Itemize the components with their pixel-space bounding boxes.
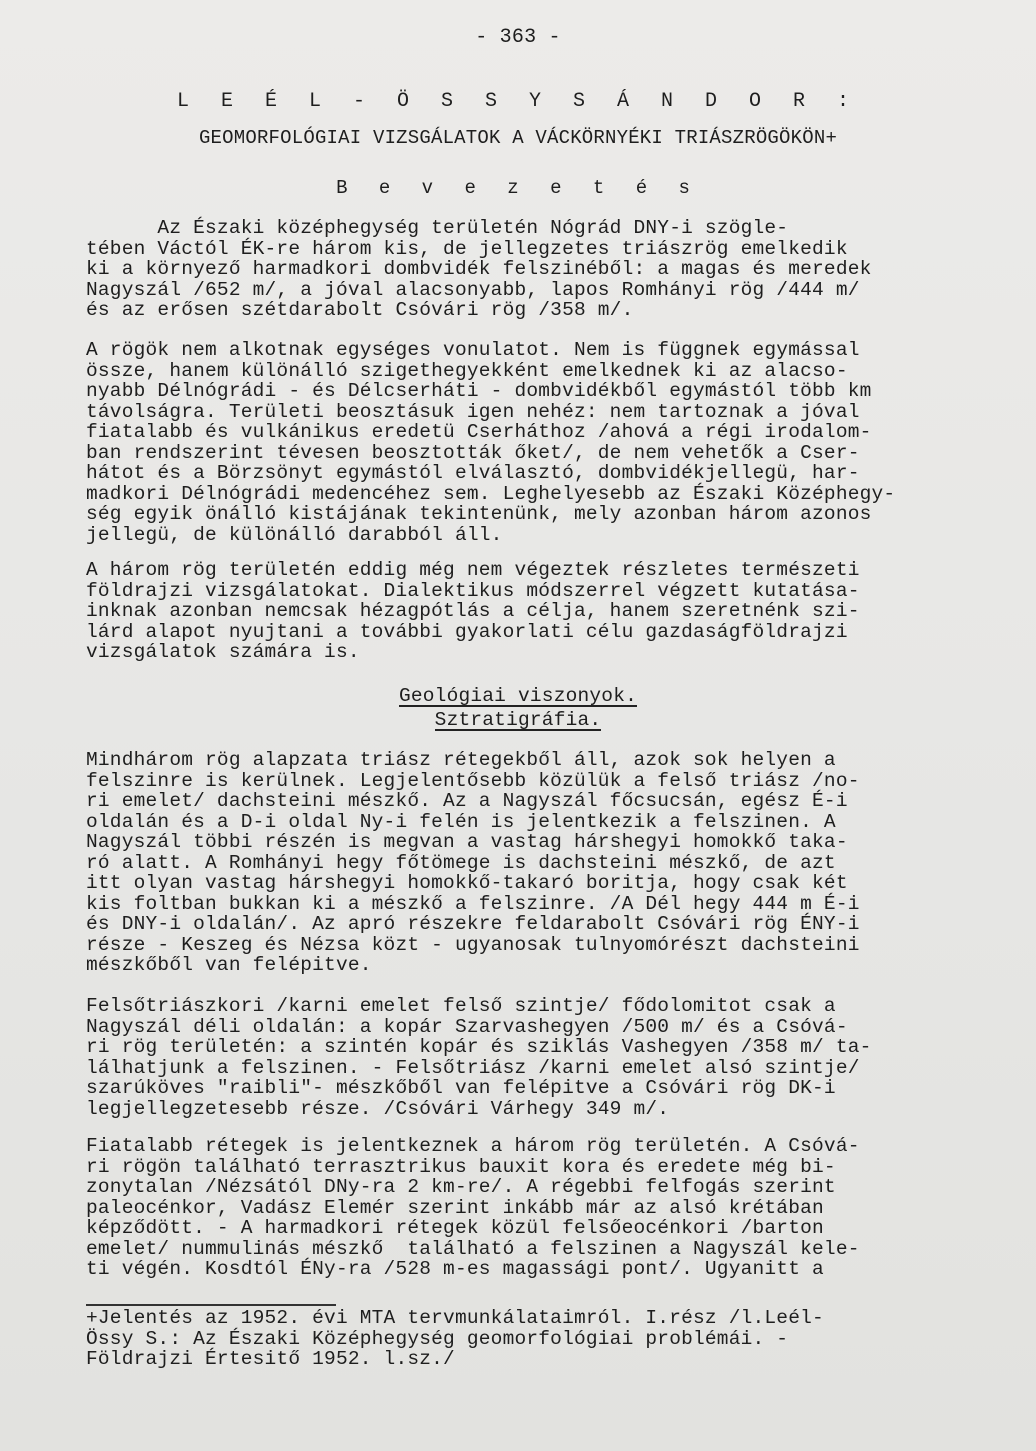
text-line: és DNY-i oldalán/. Az apró részekre feldarabolt Csóvári rög ÉNY-i (86, 913, 860, 935)
geology-paragraph-1 (86, 750, 966, 976)
article-title: GEOMORFOLÓGIAI VIZSGÁLATOK A VÁCKÖRNYÉKI TRIÁSZRÖGÖKÖN+ (198, 127, 838, 149)
text-line: paleocénkor, Vadász Elemér szerint inkább már az alsó krétában (86, 1196, 824, 1219)
text-line: ki a környező harmadkori dombvidék felszinéből: a magas és meredek (86, 258, 872, 280)
text-line: felszinre is kerülnek. Legjelentősebb közülük a felső triász /no- (86, 769, 860, 792)
text-line: emelet/ nummulinás mészkő található a felszinen a Nagyszál kele- (86, 1237, 860, 1260)
footnote-line: Földrajzi Értesitő 1952. l.sz./ (86, 1348, 455, 1370)
text-line: itt olyan vastag hárshegyi homokkő-takaró boritja, hogy csak két (86, 872, 848, 894)
text-line: A három rög területén eddig még nem végeztek részletes természeti (86, 559, 860, 581)
text-line: ri emelet/ dachsteini mészkő. Az a Nagyszál főcsucsán, egész É-i (86, 790, 848, 812)
author-heading: L E É L - Ö S S Y S Á N D O R : (176, 90, 860, 113)
page-number: - 363 - (475, 26, 561, 49)
text-line: oldalán és a D-i oldal Ny-i felén is jelentkezik a felszinen. A (86, 810, 836, 833)
text-line: szarúköves "raibli"- mészkőből van felépitve a Csóvári rög DK-i (86, 1077, 836, 1099)
text-line: lálhatjunk a felszinen. - Felsőtriász /karni emelet alsó szintje/ (86, 1056, 860, 1079)
text-line: Felsőtriászkori /karni emelet felső szintje/ fődolomitot csak a (86, 995, 836, 1017)
intro-paragraph-2 (86, 340, 966, 545)
text-line: Nagyszál többi részén is megvan a vastag hárshegyi homokkő taka- (86, 831, 848, 853)
text-line: Fiatalabb rétegek is jelentkeznek a három rög területén. A Csóvá- (86, 1135, 860, 1157)
text-line: ség egyik önálló kistájának tekintenünk, mely azonban három azonos (86, 503, 872, 525)
geology-paragraph-3 (86, 1136, 966, 1280)
text-line: ti végén. Kosdtól ÉNy-ra /528 m-es magassági pont/. Ugyanitt a (86, 1258, 824, 1280)
text-line: Az Északi középhegység területén Nógrád DNY-i szögle- (86, 217, 789, 239)
text-line: Mindhárom rög alapzata triász rétegekből áll, azok sok helyen a (86, 749, 836, 771)
text-line: távolságra. Területi beosztásuk igen nehéz: nem tartoznak a jóval (86, 400, 860, 423)
stratigraphy-heading (0, 710, 1036, 731)
text-line: zonytalan /Nézsától DNy-ra 2 km-re/. A régebbi felfogás szerint (86, 1176, 836, 1198)
text-line: mészkőből van felépitve. (86, 954, 372, 976)
footnote (86, 1308, 966, 1370)
geology-heading-text: Geológiai viszonyok. (398, 685, 638, 707)
text-line: fiatalabb és vulkánikus eredetü Cserháthoz /ahová a régi irodalom- (86, 421, 872, 443)
footnote-divider (86, 1304, 336, 1306)
text-line: nyabb Délnógrádi - és Délcserháti - dombvidékből egymástól több km (86, 380, 872, 402)
text-line: vizsgálatok számára is. (86, 641, 360, 663)
text-line: legjellegzetesebb része. /Csóvári Várhegy 349 m/. (86, 1097, 670, 1120)
text-line: inknak azonban nemcsak hézagpótlás a célja, hanem szeretnénk szi- (86, 600, 860, 622)
geology-heading (0, 686, 1036, 707)
text-line: képződött. - A harmadkori rétegek közül felsőeocénkori /barton (86, 1217, 824, 1239)
text-line: ri rögön található terrasztrikus bauxit kora és eredete még bi- (86, 1155, 836, 1178)
text-line: Nagyszál déli oldalán: a kopár Szarvashegyen /500 m/ és a Csóvá- (86, 1015, 848, 1038)
text-line: madkori Délnógrádi medencéhez sem. Leghelyesebb az Északi Középhegy- (86, 482, 896, 505)
footnote-line: Össy S.: Az Északi Középhegység geomorfológiai problémái. - (86, 1327, 789, 1350)
stratigraphy-heading-text: Sztratigráfia. (434, 709, 602, 731)
intro-paragraph-3 (86, 560, 966, 663)
text-line: lárd alapot nyujtani a további gyakorlati célu gazdaságföldrajzi (86, 620, 848, 643)
text-line: földrajzi vizsgálatokat. Dialektikus módszerrel végzett kutatása- (86, 579, 860, 602)
geology-paragraph-2 (86, 996, 966, 1119)
footnote-line: +Jelentés az 1952. évi MTA tervmunkálataimról. I.rész /l.Leél- (86, 1307, 824, 1329)
text-line: A rögök nem alkotnak egységes vonulatot. Nem is függnek egymással (86, 339, 860, 361)
text-line: Nagyszál /652 m/, a jóval alacsonyabb, lapos Romhányi rög /444 m/ (86, 278, 860, 301)
text-line: tében Váctól ÉK-re három kis, de jellegzetes triászrög emelkedik (86, 237, 848, 260)
text-line: össze, hanem különálló szigethegyekként emelkednek ki az alacso- (86, 359, 848, 382)
intro-paragraph-1 (86, 218, 966, 321)
text-line: része - Keszeg és Nézsa közt - ugyanosak tulnyomórészt dachsteini (86, 933, 860, 956)
intro-heading: B e v e z e t é s (336, 177, 700, 199)
text-line: hátot és a Börzsönyt egymástól elválasztó, dombvidékjellegü, har- (86, 462, 860, 484)
text-line: ri rög területén: a szintén kopár és sziklás Vashegyen /358 m/ ta- (86, 1036, 872, 1058)
text-line: jellegü, de különálló darabból áll. (86, 523, 503, 546)
text-line: kis foltban bukkan ki a mészkő a felszinre. /A Dél hegy 444 m É-i (86, 892, 860, 915)
text-line: ró alatt. A Romhányi hegy főtömege is dachsteini mészkő, de azt (86, 851, 836, 874)
text-line: és az erősen szétdarabolt Csóvári rög /358 m/. (86, 299, 634, 321)
text-line: ban rendszerint tévesen beosztották őket/, de nem vehetők a Cser- (86, 441, 860, 464)
